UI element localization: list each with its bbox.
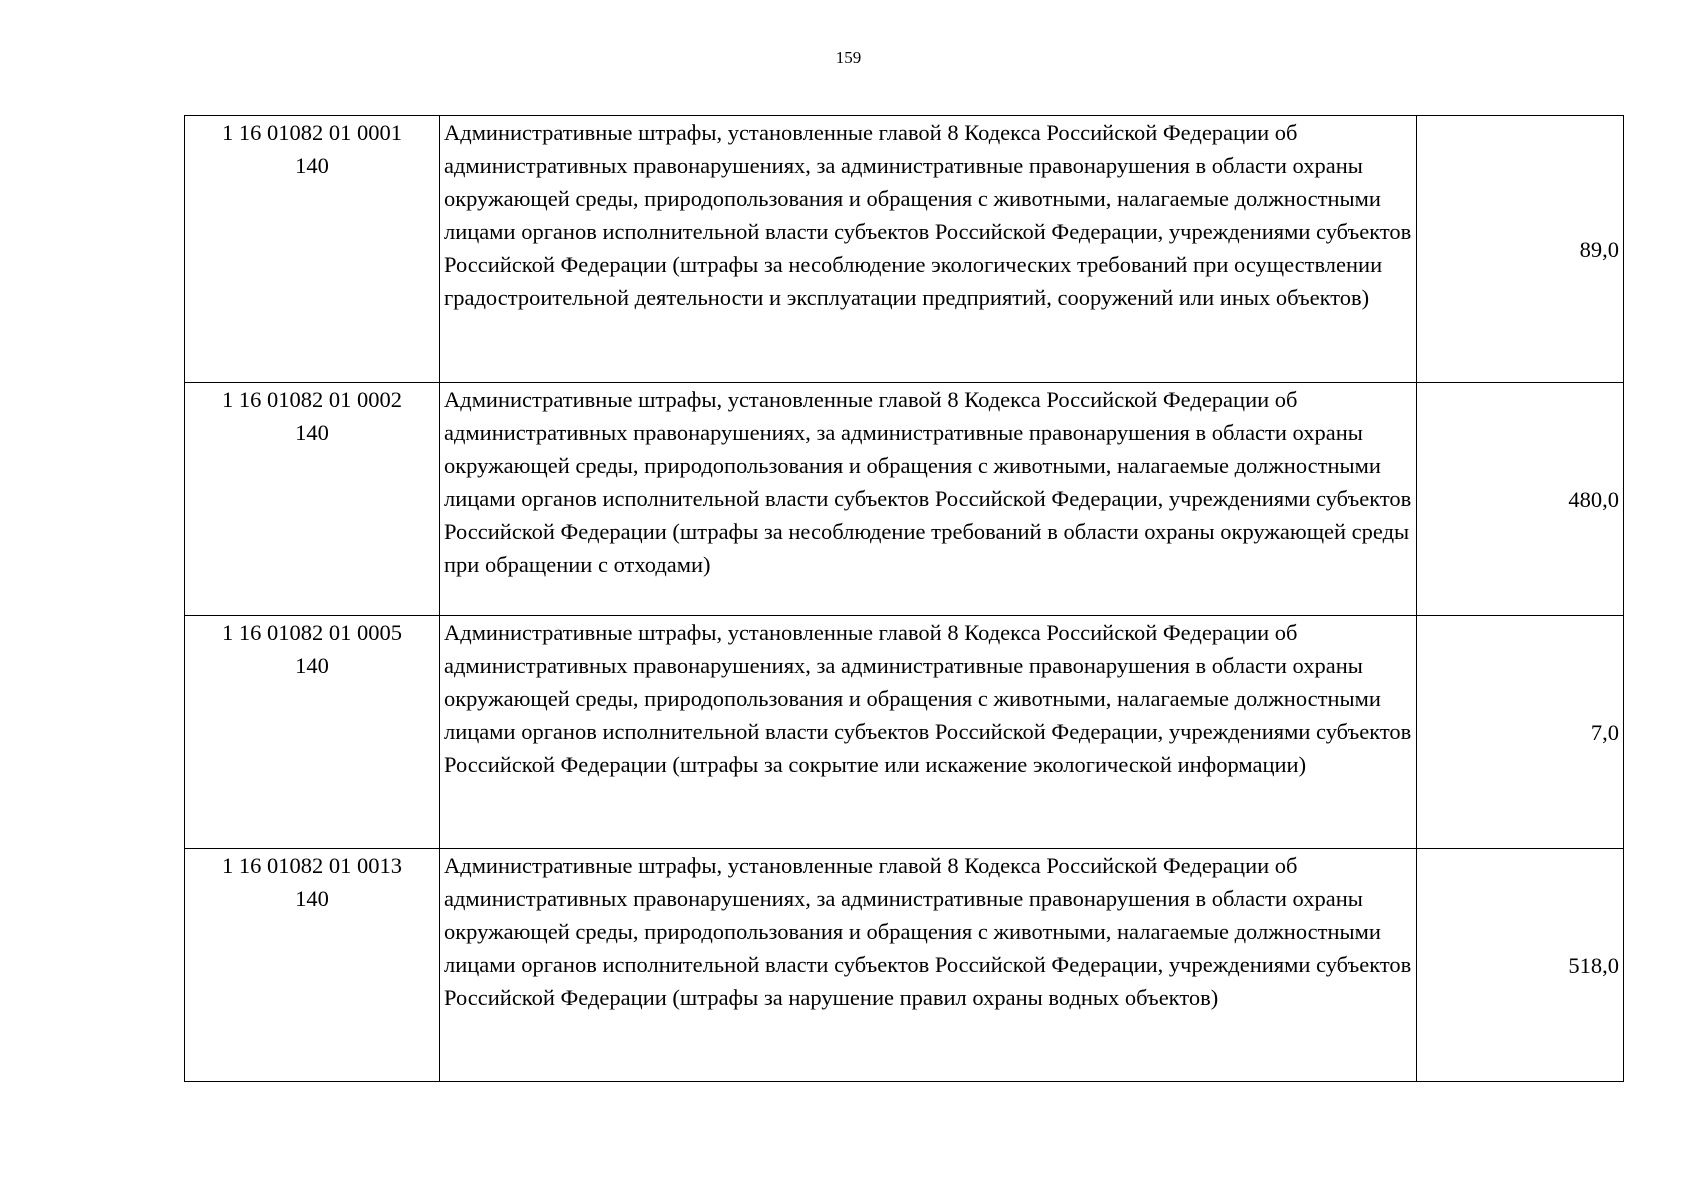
page-number: 159 (835, 48, 862, 67)
description-cell: Административные штрафы, установленные главой 8 Кодекса Российской Федерации об административных правонарушениях, за административные правонарушения в области охраны окружающей среды, природопользования и обращения с животными, налагаемые должностными лицами органов исполнительной власти субъектов Российской Федерации, учреждениями субъектов Российской Федерации (штрафы за несоблюдение экологических требований при осуществлении градостроительной деятельности и эксплуатации предприятий, сооружений или иных объектов) (440, 116, 1417, 383)
amount-cell: 518,0 (1417, 849, 1624, 1082)
budget-code: 1 16 01082 01 0013 (222, 853, 402, 878)
amount-cell: 89,0 (1417, 116, 1624, 383)
budget-table (184, 115, 1624, 1082)
amount-cell: 7,0 (1417, 616, 1624, 849)
budget-code-cell (185, 616, 440, 849)
table-row (185, 616, 1624, 849)
budget-code-suffix: 140 (295, 153, 329, 178)
table-row (185, 116, 1624, 383)
budget-code-cell (185, 116, 440, 383)
budget-code-cell (185, 383, 440, 616)
description-cell: Административные штрафы, установленные главой 8 Кодекса Российской Федерации об административных правонарушениях, за административные правонарушения в области охраны окружающей среды, природопользования и обращения с животными, налагаемые должностными лицами органов исполнительной власти субъектов Российской Федерации, учреждениями субъектов Российской Федерации (штрафы за сокрытие или искажение экологической информации) (440, 616, 1417, 849)
budget-code: 1 16 01082 01 0001 (222, 120, 402, 145)
budget-code: 1 16 01082 01 0005 (222, 620, 402, 645)
budget-code-suffix: 140 (295, 420, 329, 445)
budget-code: 1 16 01082 01 0002 (222, 387, 402, 412)
table-row (185, 849, 1624, 1082)
table-row (185, 383, 1624, 616)
amount-cell: 480,0 (1417, 383, 1624, 616)
description-cell: Административные штрафы, установленные главой 8 Кодекса Российской Федерации об административных правонарушениях, за административные правонарушения в области охраны окружающей среды, природопользования и обращения с животными, налагаемые должностными лицами органов исполнительной власти субъектов Российской Федерации, учреждениями субъектов Российской Федерации (штрафы за нарушение правил охраны водных объектов) (440, 849, 1417, 1082)
description-cell: Административные штрафы, установленные главой 8 Кодекса Российской Федерации об административных правонарушениях, за административные правонарушения в области охраны окружающей среды, природопользования и обращения с животными, налагаемые должностными лицами органов исполнительной власти субъектов Российской Федерации, учреждениями субъектов Российской Федерации (штрафы за несоблюдение требований в области охраны окружающей среды при обращении с отходами) (440, 383, 1417, 616)
budget-code-cell (185, 849, 440, 1082)
budget-code-suffix: 140 (295, 653, 329, 678)
budget-code-suffix: 140 (295, 886, 329, 911)
